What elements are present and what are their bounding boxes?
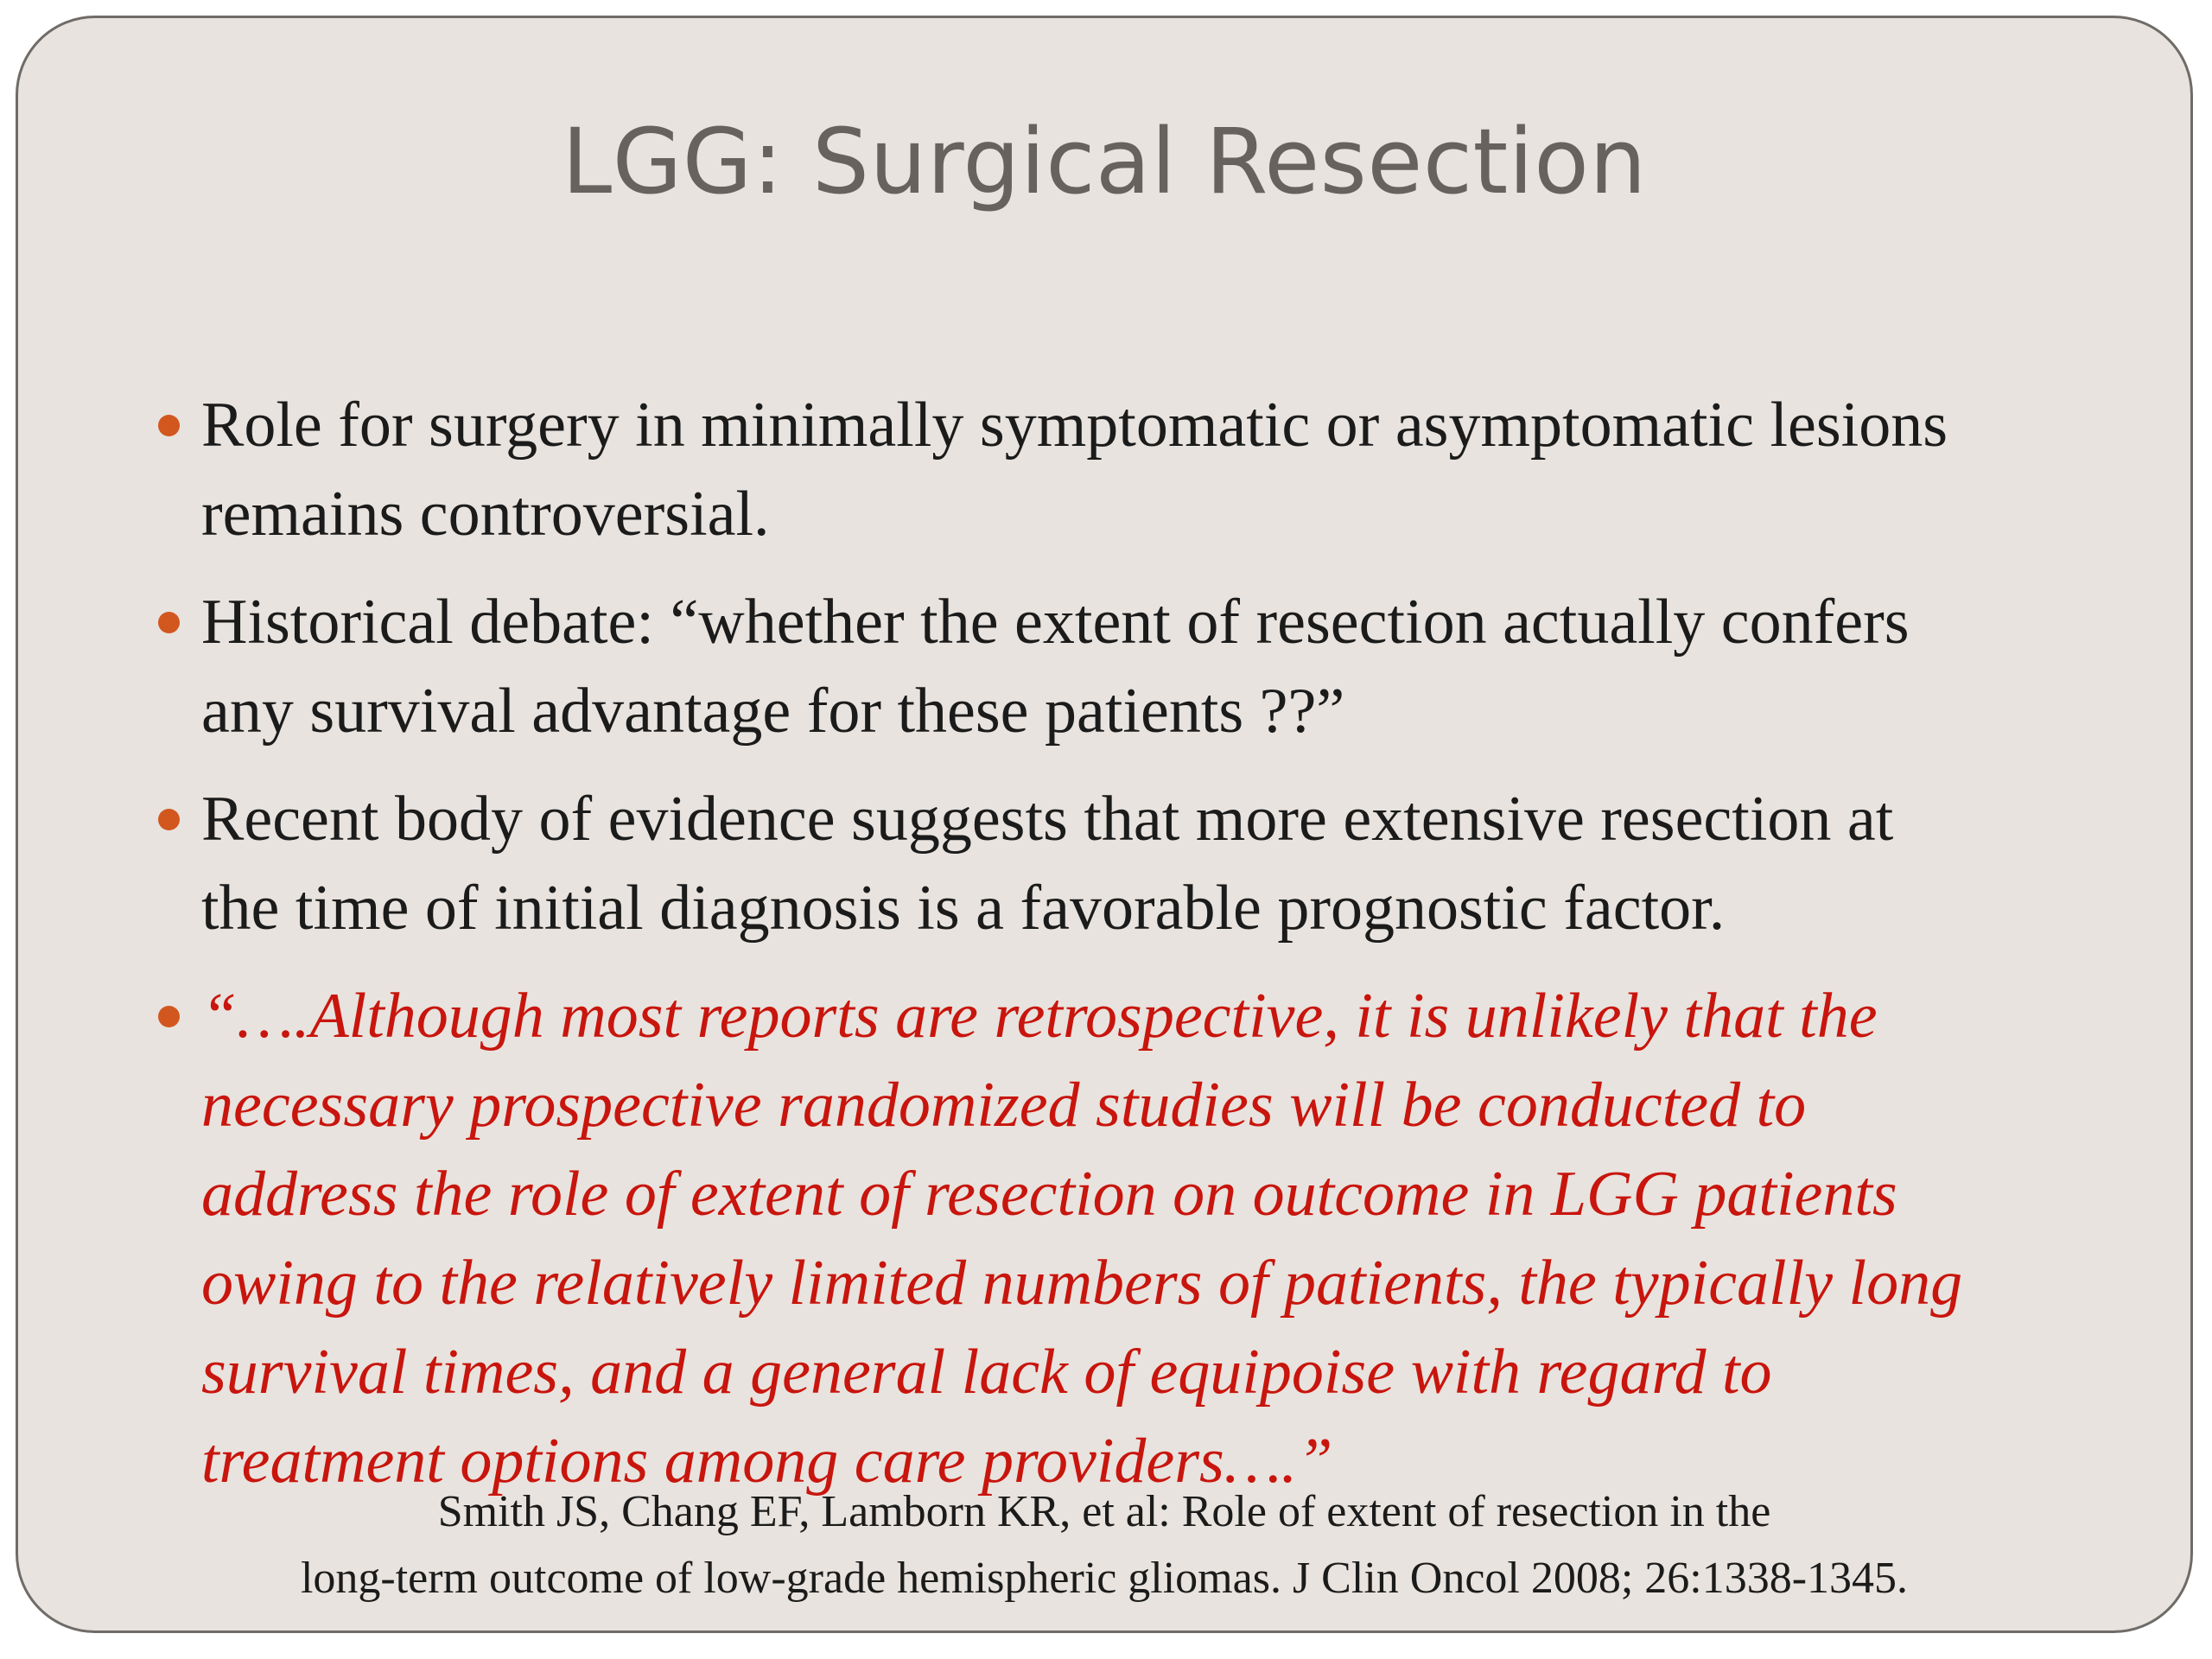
bullet-marker-icon (158, 809, 180, 830)
quote-text: “….Although most reports are retrospective, it is unlikely that the necessary prospective randomized studies will be conducted to address the role of extent of resection on outcome in LGG patients owing to the relatively limited numbers of patients, the typically long survival times, and a general lack of equipoise with regard to treatment options among care providers….” (201, 981, 1963, 1497)
citation-line-1: Smith JS, Chang EF, Lamborn KR, et al: Role of extent of resection in the (437, 1487, 1771, 1536)
bullet-text: Recent body of evidence suggests that more extensive resection at the time of initial diagnosis is a favorable prognostic factor. (201, 784, 1894, 944)
bullet-marker-icon (158, 415, 180, 436)
bullet-marker-icon (158, 1006, 180, 1027)
bullet-text: Historical debate: “whether the extent of resection actually confers any survival advantage for these patients ??” (201, 587, 1910, 747)
bullet-marker-icon (158, 612, 180, 633)
bullet-item (18, 775, 1980, 953)
citation (18, 1478, 2190, 1611)
slide-title: LGG: Surgical Resection (562, 109, 1647, 214)
bullet-text: Role for surgery in minimally symptomatic or asymptomatic lesions remains controversial. (201, 390, 1948, 550)
bullet-item-quote (18, 972, 1980, 1506)
bullet-item (18, 381, 1980, 559)
bullet-list (18, 381, 1980, 1525)
citation-line-2: long-term outcome of low-grade hemispheric gliomas. J Clin Oncol 2008; 26:1338-1345. (300, 1554, 1909, 1603)
bullet-item (18, 578, 1980, 756)
slide (16, 16, 2193, 1633)
